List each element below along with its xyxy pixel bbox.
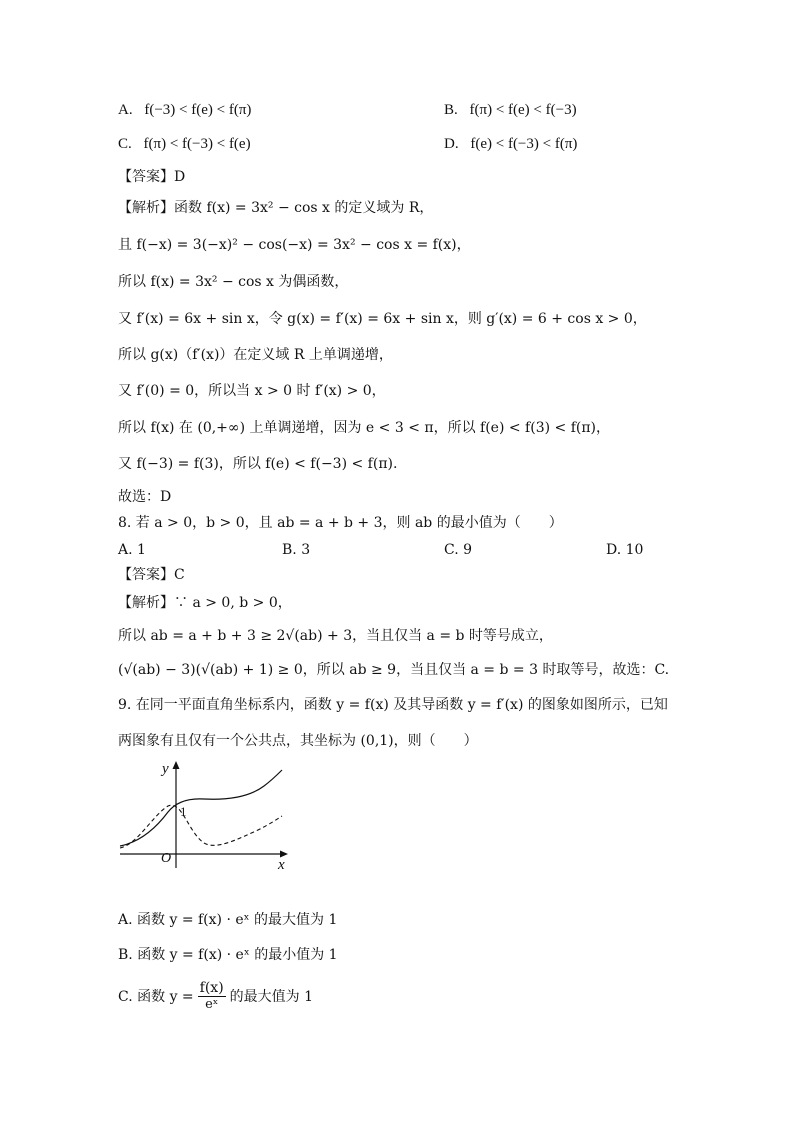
q8-analysis-line: 【解析】∵ a > 0, b > 0， <box>118 595 292 611</box>
q8-option-d: D. 10 <box>606 542 644 558</box>
q9-option-c <box>118 980 313 1013</box>
q7-analysis-line: 所以 f(x) 在 (0,+∞) 上单调递增，因为 e < 3 < π，所以 f(e) < f(3) < f(π)， <box>118 420 611 436</box>
option-label: C. <box>118 136 132 152</box>
q7-option-a <box>118 100 251 120</box>
f-curve <box>120 770 282 846</box>
q7-analysis-line: 且 f(−x) = 3(−x)² − cos(−x) = 3x² − cos x = f(x)， <box>118 237 471 253</box>
fraction-numerator: f(x) <box>199 980 224 996</box>
q9-stem-line2: 两图象有且仅有一个公共点，其坐标为 (0,1)，则（ ） <box>118 733 478 749</box>
q7-option-d <box>444 134 577 154</box>
q8-option-a: A. 1 <box>118 542 146 558</box>
y-axis-arrow <box>173 761 180 769</box>
q7-analysis-line: 所以 f(x) = 3x² − cos x 为偶函数， <box>118 274 349 290</box>
q8-option-b: B. 3 <box>282 542 311 558</box>
q8-analysis-line: (√(ab) − 3)(√(ab) + 1) ≥ 0，所以 ab ≥ 9，当且仅当 a = b = 3 时取等号，故选：C. <box>118 662 670 678</box>
q7-analysis-line: 【解析】函数 f(x) = 3x² − cos x 的定义域为 R， <box>118 200 434 216</box>
q7-option-c <box>118 134 251 154</box>
q7-analysis-line: 又 f(−3) = f(3)，所以 f(e) < f(−3) < f(π). <box>118 456 398 472</box>
intersection-label: 1 <box>180 804 187 819</box>
q7-analysis-line: 又 f′(x) = 6x + sin x，令 g(x) = f′(x) = 6x + sin x，则 g′(x) = 6 + cos x > 0， <box>118 311 647 327</box>
option-text: f(−3) < f(e) < f(π) <box>144 102 252 118</box>
x-axis-label: x <box>278 857 285 870</box>
q9-option-a: A. 函数 y = f(x) · eˣ 的最大值为 1 <box>118 912 338 928</box>
q7-analysis-line: 故选：D <box>118 489 172 505</box>
function-graph <box>112 758 292 870</box>
q7-option-b <box>444 100 577 120</box>
q8-stem: 8. 若 a > 0，b > 0，且 ab = a + b + 3，则 ab 的最小值为（ ） <box>118 515 563 531</box>
origin-label: O <box>161 851 172 866</box>
option-text: f(π) < f(−3) < f(e) <box>143 136 251 152</box>
q9-option-b: B. 函数 y = f(x) · eˣ 的最小值为 1 <box>118 947 338 963</box>
q7-answer: 【答案】D <box>118 169 186 185</box>
q7-analysis-line: 又 f′(0) = 0，所以当 x > 0 时 f′(x) > 0， <box>118 383 386 399</box>
option-label: D. <box>444 136 459 152</box>
option-label: B. <box>444 102 458 118</box>
f-prime-curve <box>120 805 282 848</box>
q9-stem-line1: 9. 在同一平面直角坐标系内，函数 y = f(x) 及其导函数 y = f′(x) 的图象如图所示，已知 <box>118 697 668 713</box>
fraction-denominator: eˣ <box>205 997 219 1012</box>
q7-analysis-line: 所以 g(x)（f′(x)）在定义域 R 上单调递增， <box>118 347 393 363</box>
q8-analysis-line: 所以 ab = a + b + 3 ≥ 2√(ab) + 3，当且仅当 a = b 时等号成立， <box>118 628 553 644</box>
y-axis-label: y <box>162 761 169 777</box>
option-label: A. <box>118 102 133 118</box>
q8-answer: 【答案】C <box>118 567 185 583</box>
option-c-suffix: 的最大值为 1 <box>229 988 314 1005</box>
fraction <box>198 980 226 1013</box>
option-c-prefix: C. 函数 y = <box>118 988 194 1005</box>
q8-option-c: C. 9 <box>444 542 473 558</box>
option-text: f(e) < f(−3) < f(π) <box>470 136 578 152</box>
option-text: f(π) < f(e) < f(−3) <box>469 102 577 118</box>
